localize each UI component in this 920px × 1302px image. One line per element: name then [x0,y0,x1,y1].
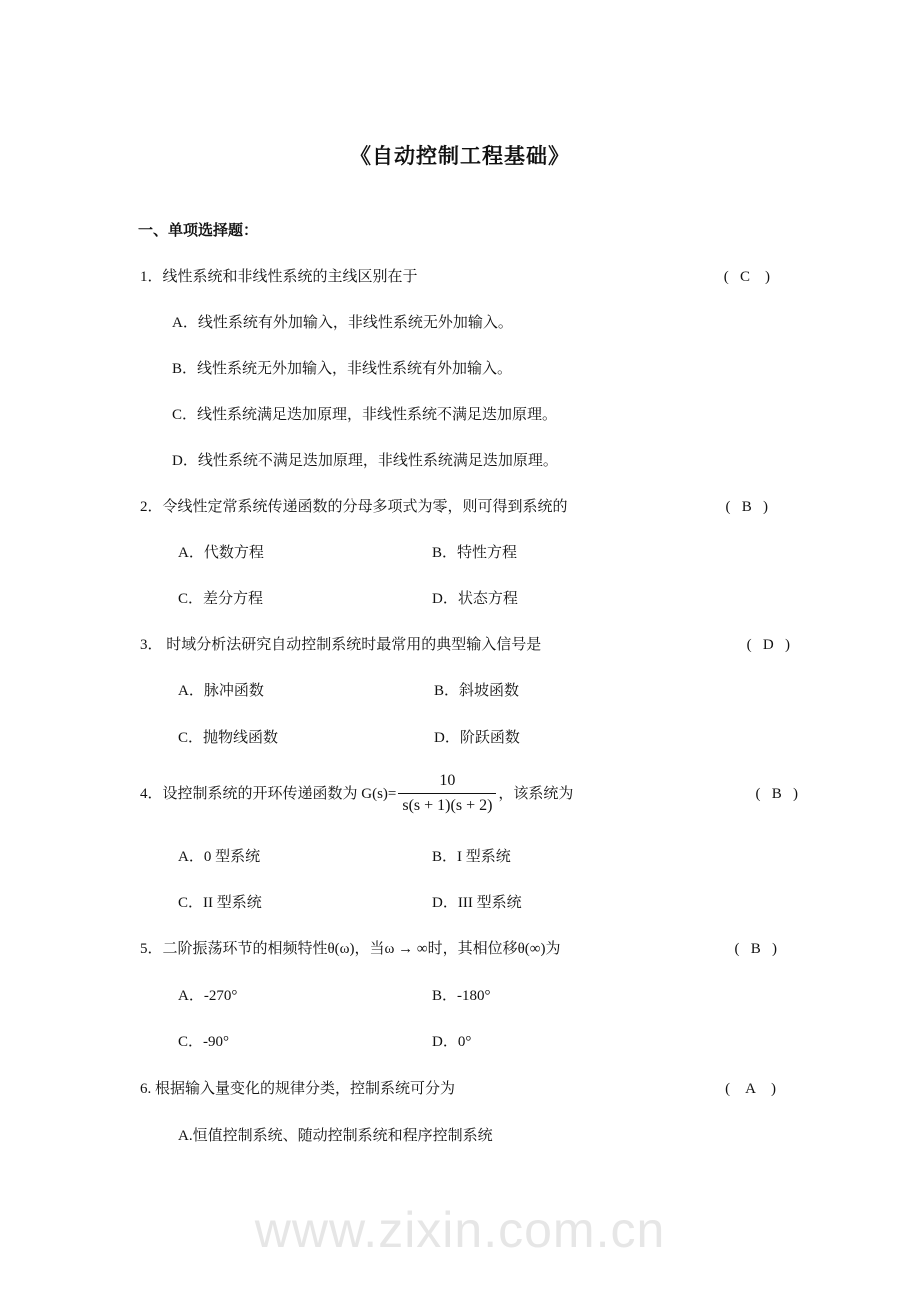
question-4-option-b: B．I 型系统 [432,849,511,865]
question-3-row [140,635,790,655]
question-1-answer: ( C ) [723,269,770,285]
answer-value: B [741,499,752,515]
question-2-option-a: A．代数方程 [178,545,264,561]
question-1-option-a: A．线性系统有外加输入，非线性系统无外加输入。 [172,315,513,331]
question-3-option-b: B．斜坡函数 [434,683,520,699]
question-5-row [140,939,777,959]
question-2-option-b: B．特性方程 [432,545,518,561]
question-6-option-a: A.恒值控制系统、随动控制系统和程序控制系统 [178,1128,493,1144]
fraction-denominator: s(s + 1)(s + 2) [402,797,493,814]
document-title: 《自动控制工程基础》 [350,144,570,168]
question-2-option-c: C．差分方程 [178,591,264,607]
question-6-row [140,1079,776,1099]
question-3-stem: 3． 时域分析法研究自动控制系统时最常用的典型输入信号是 [140,637,542,653]
question-1-option-c: C．线性系统满足迭加原理，非线性系统不满足迭加原理。 [172,407,558,423]
fraction-numerator: 10 [439,772,456,789]
section-heading: 一、单项选择题： [138,223,259,239]
question-2-row [140,497,768,517]
question-5-stem: 5．二阶振荡环节的相频特性θ(ω)，当ω → ∞时，其相位移θ(∞)为 [140,941,561,957]
question-1-row [140,267,770,287]
question-5-option-d: D．0° [432,1034,472,1050]
fraction-bar [398,793,496,794]
question-2-stem: 2．令线性定常系统传递函数的分母多项式为零，则可得到系统的 [140,499,568,515]
question-4-stem: 4．设控制系统的开环传递函数为 G(s)= [140,785,397,802]
question-1-stem: 1．线性系统和非线性系统的主线区别在于 [140,269,418,285]
watermark: www.zixin.com.cn [254,1202,666,1258]
question-4-option-a: A．0 型系统 [178,849,261,865]
question-4-option-d: D．III 型系统 [432,895,522,911]
answer-value: A [745,1081,756,1097]
answer-value: B [750,941,761,957]
question-4-stem-tail: ，该系统为 [498,785,574,802]
question-3-option-d: D．阶跃函数 [434,730,520,746]
question-6-answer: ( A ) [725,1081,776,1097]
answer-value: D [762,637,774,653]
question-4-row [140,771,798,816]
question-1-option-b: B．线性系统无外加输入，非线性系统有外加输入。 [172,361,513,377]
question-4-answer: ( B ) [755,785,798,802]
question-2-answer: ( B ) [725,499,768,515]
question-3-option-a: A．脉冲函数 [178,683,264,699]
answer-value: B [771,785,782,802]
question-5-option-a: A．-270° [178,988,238,1004]
question-4-option-c: C．II 型系统 [178,895,262,911]
question-1-option-d: D．线性系统不满足迭加原理，非线性系统满足迭加原理。 [172,453,558,469]
question-2-option-d: D．状态方程 [432,591,518,607]
question-5-option-c: C．-90° [178,1034,229,1050]
question-6-stem: 6. 根据输入量变化的规律分类，控制系统可分为 [140,1081,456,1097]
transfer-function-fraction [398,771,496,816]
question-5-answer: ( B ) [734,941,777,957]
question-5-option-b: B．-180° [432,988,491,1004]
question-3-option-c: C．抛物线函数 [178,730,279,746]
question-3-answer: ( D ) [746,637,790,653]
answer-value: C [739,269,750,285]
